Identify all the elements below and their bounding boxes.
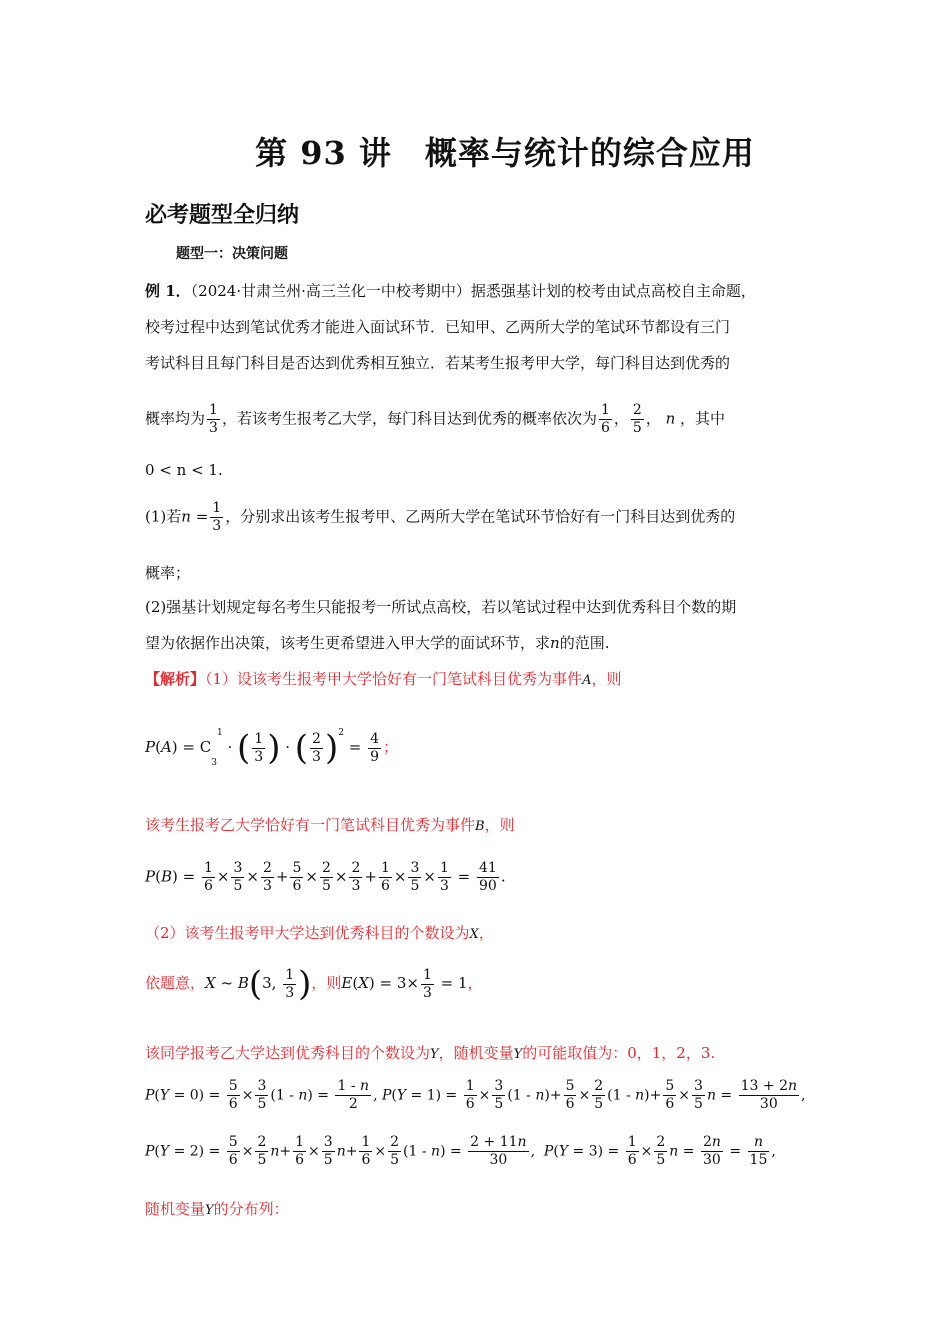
page-title: 第 93 讲 概率与统计的综合应用 bbox=[255, 134, 755, 172]
formula-PB: P(B) = $\frac{1}{6}$ × $\frac{3}{5}$ × $\frac{2}{3}$ + $\frac{5}{6}$ × $\frac{2}{5}$ × $\frac{2}{3}$ + $\frac{1}{6}$ × $\frac{3}{5}$ × $\frac{1}{3}$ = $\frac{41}{90}$ . bbox=[145, 860, 506, 894]
subsection-heading: 题型一：决策问题 bbox=[176, 246, 288, 262]
formula-PY0-PY1: P(Y = 0) = $\frac{5}{6}$ × $\frac{3}{5}$ (1 - n) = $\frac{1 - n}{2}$ , P(Y = 1) = $\frac{1}{6}$ × $\frac{3}{5}$ (1 - n)+ $\frac{5}{6}$ × $\frac{2}{5}$ (1 - n)+ $\frac{5}{6}$ × $\frac{3}{5}$ n = $\frac{13 + 2n}{30}$ , bbox=[145, 1078, 806, 1112]
solution-line-5: 该同学报考乙大学达到优秀科目的个数设为Y，随机变量Y的可能取值为：0，1，2，3. bbox=[145, 1044, 716, 1062]
solution-line-1: 【解析】（1）设该考生报考甲大学恰好有一门笔试科目优秀为事件A，则 bbox=[145, 670, 622, 688]
question-2-cont: 望为依据作出决策，该考生更希望进入甲大学的面试环节，求n的范围. bbox=[145, 634, 610, 652]
example-line-4: 概率均为 $\frac{1}{3}$ ，若该考生报考乙大学，每门科目达到优秀的概率依次为 $\frac{1}{6}$ ， $\frac{2}{5}$ ， n ，其中 bbox=[145, 402, 726, 436]
solution-line-4: 依题意，X ~ B(3, $\frac{1}{3}$ )，则E(X) = 3× $\frac{1}{3}$ = 1， bbox=[145, 964, 483, 1004]
question-1: (1)若n = $\frac{1}{3}$ ，分别求出该考生报考甲、乙两所大学在笔试环节恰好有一门科目达到优秀的 bbox=[145, 500, 736, 534]
section-heading: 必考题型全归纳 bbox=[145, 202, 300, 228]
question-2: (2)强基计划规定每名考生只能报考一所试点高校，若以笔试过程中达到优秀科目个数的期 bbox=[145, 598, 737, 616]
solution-line-3: （2）该考生报考甲大学达到优秀科目的个数设为X， bbox=[145, 924, 494, 942]
formula-PA: $P(A) = C3^1$ · ( $\frac{1}{3}$ ) · ( $\frac{2}{3}$ )$^2$ = $\frac{4}{9}$ ； bbox=[145, 728, 399, 768]
solution-line-6: 随机变量Y的分布列： bbox=[145, 1200, 289, 1218]
question-1-cont: 概率； bbox=[145, 564, 191, 582]
formula-PY2-PY3: P(Y = 2) = $\frac{5}{6}$ × $\frac{2}{5}$ n+ $\frac{1}{6}$ × $\frac{3}{5}$ n+ $\frac{1}{6}$ × $\frac{2}{5}$ (1 - n) = $\frac{2 + 11n}{30}$ , P(Y = 3) = $\frac{1}{6}$ × $\frac{2}{5}$ n = $\frac{2n}{30}$ = $\frac{n}{15}$ , bbox=[145, 1134, 776, 1168]
example-line-2: 校考过程中达到笔试优秀才能进入面试环节．已知甲、乙两所大学的笔试环节都设有三门 bbox=[145, 318, 731, 336]
example-label: 例 1． bbox=[145, 282, 191, 300]
example-line-5: 0 < n < 1. bbox=[145, 461, 223, 479]
example-line-1: 例 1．（2024·甘肃兰州·高三兰化一中校考期中）据悉强基计划的校考由试点高校自主命题， bbox=[145, 282, 756, 300]
solution-line-2: 该考生报考乙大学恰好有一门笔试科目优秀为事件B，则 bbox=[145, 816, 515, 834]
example-line-3: 考试科目且每门科目是否达到优秀相互独立．若某考生报考甲大学，每门科目达到优秀的 bbox=[145, 354, 731, 372]
solution-label: 【解析】 bbox=[145, 670, 206, 688]
